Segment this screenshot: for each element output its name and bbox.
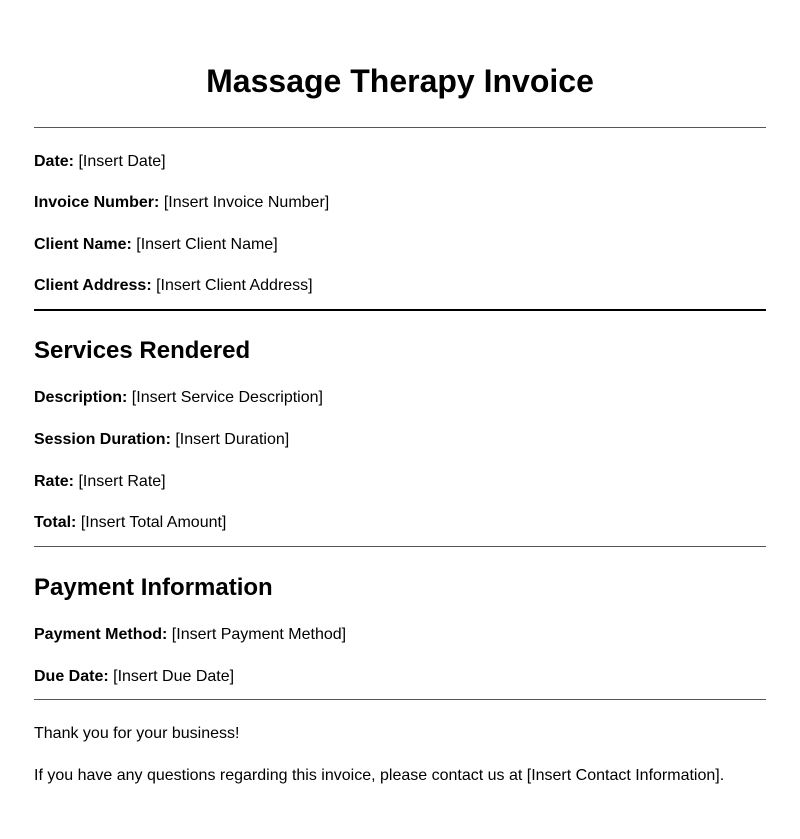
field-description (34, 388, 323, 408)
field-payment-method (34, 625, 346, 645)
page-title: Massage Therapy Invoice (206, 63, 594, 99)
field-date (34, 152, 166, 172)
services-heading: Services Rendered (34, 337, 251, 364)
field-label: Description: (34, 389, 128, 406)
field-value: [Insert Due Date] (113, 668, 235, 685)
field-value: [Insert Invoice Number] (163, 194, 330, 211)
field-invoice-number (34, 193, 329, 213)
field-value: [Insert Duration] (175, 431, 290, 448)
services-divider (34, 546, 766, 547)
field-label: Session Duration: (34, 431, 171, 448)
contact-note: If you have any questions regarding this invoice, please contact us at [Insert Contact Information]. (34, 767, 725, 784)
field-session-duration (34, 430, 289, 450)
field-label: Rate: (34, 473, 75, 490)
field-label: Client Address: (34, 277, 152, 294)
thank-you-note: Thank you for your business! (34, 725, 240, 742)
field-label: Due Date: (34, 668, 109, 685)
field-value: [Insert Rate] (78, 473, 166, 490)
field-value: [Insert Client Name] (136, 236, 278, 253)
field-client-name (34, 235, 278, 255)
field-total (34, 513, 226, 533)
field-due-date (34, 667, 234, 687)
payment-divider (34, 699, 766, 700)
payment-heading: Payment Information (34, 574, 273, 601)
field-value: [Insert Service Description] (131, 389, 323, 406)
field-value: [Insert Payment Method] (171, 626, 347, 643)
field-value: [Insert Date] (78, 153, 166, 170)
title-divider (34, 127, 766, 128)
field-value: [Insert Client Address] (156, 277, 313, 294)
client-divider (34, 309, 766, 311)
field-label: Client Name: (34, 236, 132, 253)
field-rate (34, 472, 166, 492)
field-label: Payment Method: (34, 626, 168, 643)
field-label: Invoice Number: (34, 194, 160, 211)
field-label: Date: (34, 153, 75, 170)
field-client-address (34, 276, 313, 296)
field-label: Total: (34, 514, 77, 531)
field-value: [Insert Total Amount] (80, 514, 227, 531)
